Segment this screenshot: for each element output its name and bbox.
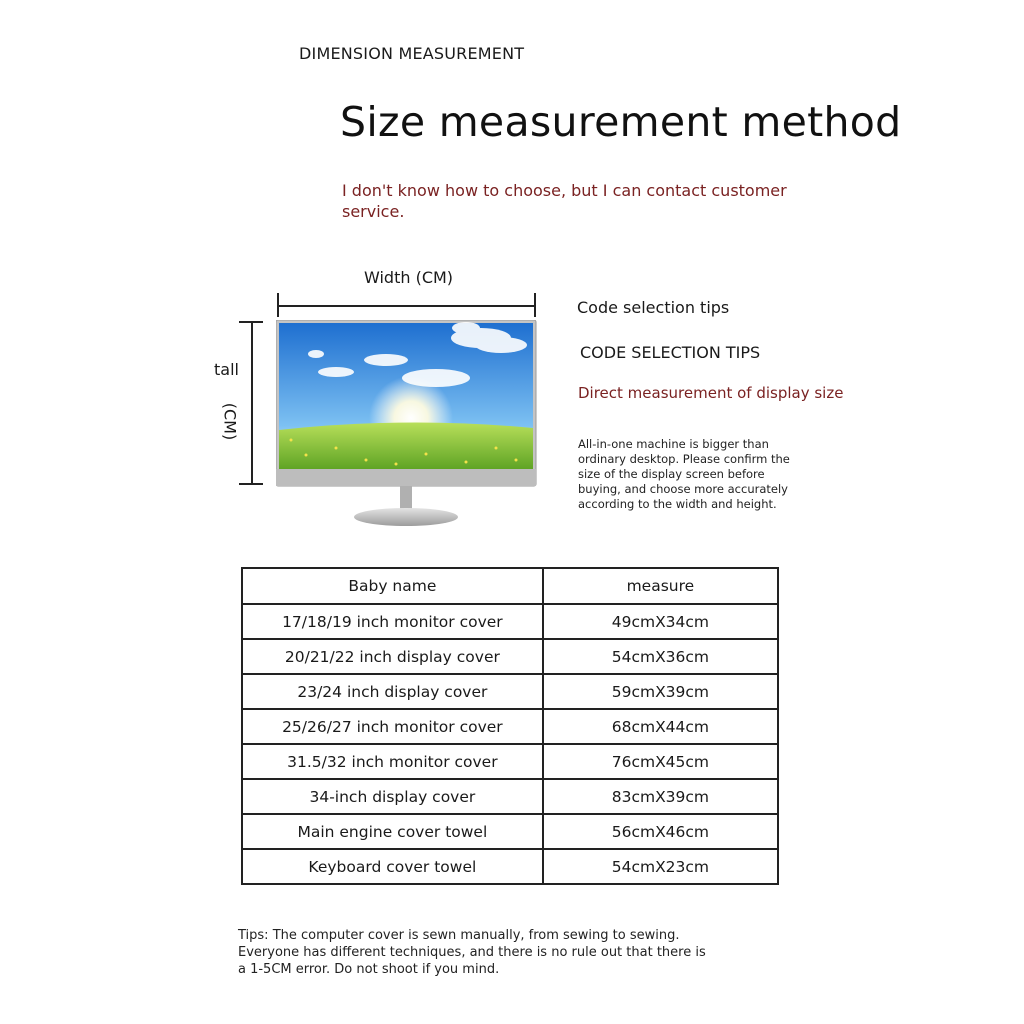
table-row	[242, 709, 778, 744]
row-measure: 76cmX45cm	[543, 744, 778, 779]
width-tick-left	[277, 293, 279, 317]
row-measure: 59cmX39cm	[543, 674, 778, 709]
grass-field	[279, 422, 533, 469]
tips-direct-measurement: Direct measurement of display size	[578, 384, 844, 402]
row-measure: 68cmX44cm	[543, 709, 778, 744]
height-tick-bottom	[239, 483, 263, 485]
monitor-base	[354, 508, 458, 526]
table-row	[242, 744, 778, 779]
column-header-name: Baby name	[242, 568, 543, 604]
table-row	[242, 849, 778, 884]
column-header-measure: measure	[543, 568, 778, 604]
table-row	[242, 814, 778, 849]
width-tick-right	[534, 293, 536, 317]
row-name: Main engine cover towel	[242, 814, 543, 849]
subtitle: I don't know how to choose, but I can contact customer service.	[342, 181, 787, 221]
row-name: 34-inch display cover	[242, 779, 543, 814]
tall-label: tall	[214, 360, 239, 379]
row-measure: 83cmX39cm	[543, 779, 778, 814]
row-name: 17/18/19 inch monitor cover	[242, 604, 543, 639]
footer-tip: Tips: The computer cover is sewn manually, from sewing to sewing. Everyone has different techniques, and there is no rule out that there is a 1-5CM error. Do not shoot if you mind.	[238, 928, 706, 977]
row-name: 31.5/32 inch monitor cover	[242, 744, 543, 779]
section-label: DIMENSION MEASUREMENT	[299, 44, 525, 63]
monitor-illustration	[276, 320, 538, 530]
tips-heading: Code selection tips	[577, 298, 730, 317]
table-row	[242, 604, 778, 639]
page-title: Size measurement method	[340, 98, 902, 146]
tips-body: All-in-one machine is bigger than ordinary desktop. Please confirm the size of the display screen before buying, and choose more accurately according to the width and height.	[578, 437, 790, 511]
table-row	[242, 779, 778, 814]
row-measure: 54cmX23cm	[543, 849, 778, 884]
monitor-chin	[276, 469, 536, 486]
height-dimension-line	[251, 322, 253, 484]
row-name: 20/21/22 inch display cover	[242, 639, 543, 674]
table-row	[242, 674, 778, 709]
table-row	[242, 639, 778, 674]
row-measure: 54cmX36cm	[543, 639, 778, 674]
row-measure: 49cmX34cm	[543, 604, 778, 639]
row-measure: 56cmX46cm	[543, 814, 778, 849]
tall-unit-label: (CM)	[220, 402, 240, 441]
width-label: Width (CM)	[364, 268, 454, 287]
table-header-row	[242, 568, 778, 604]
row-name: 25/26/27 inch monitor cover	[242, 709, 543, 744]
size-table	[241, 567, 779, 885]
tips-heading-caps: CODE SELECTION TIPS	[580, 343, 761, 362]
row-name: 23/24 inch display cover	[242, 674, 543, 709]
width-dimension-line	[277, 305, 535, 307]
row-name: Keyboard cover towel	[242, 849, 543, 884]
height-tick-top	[239, 321, 263, 323]
